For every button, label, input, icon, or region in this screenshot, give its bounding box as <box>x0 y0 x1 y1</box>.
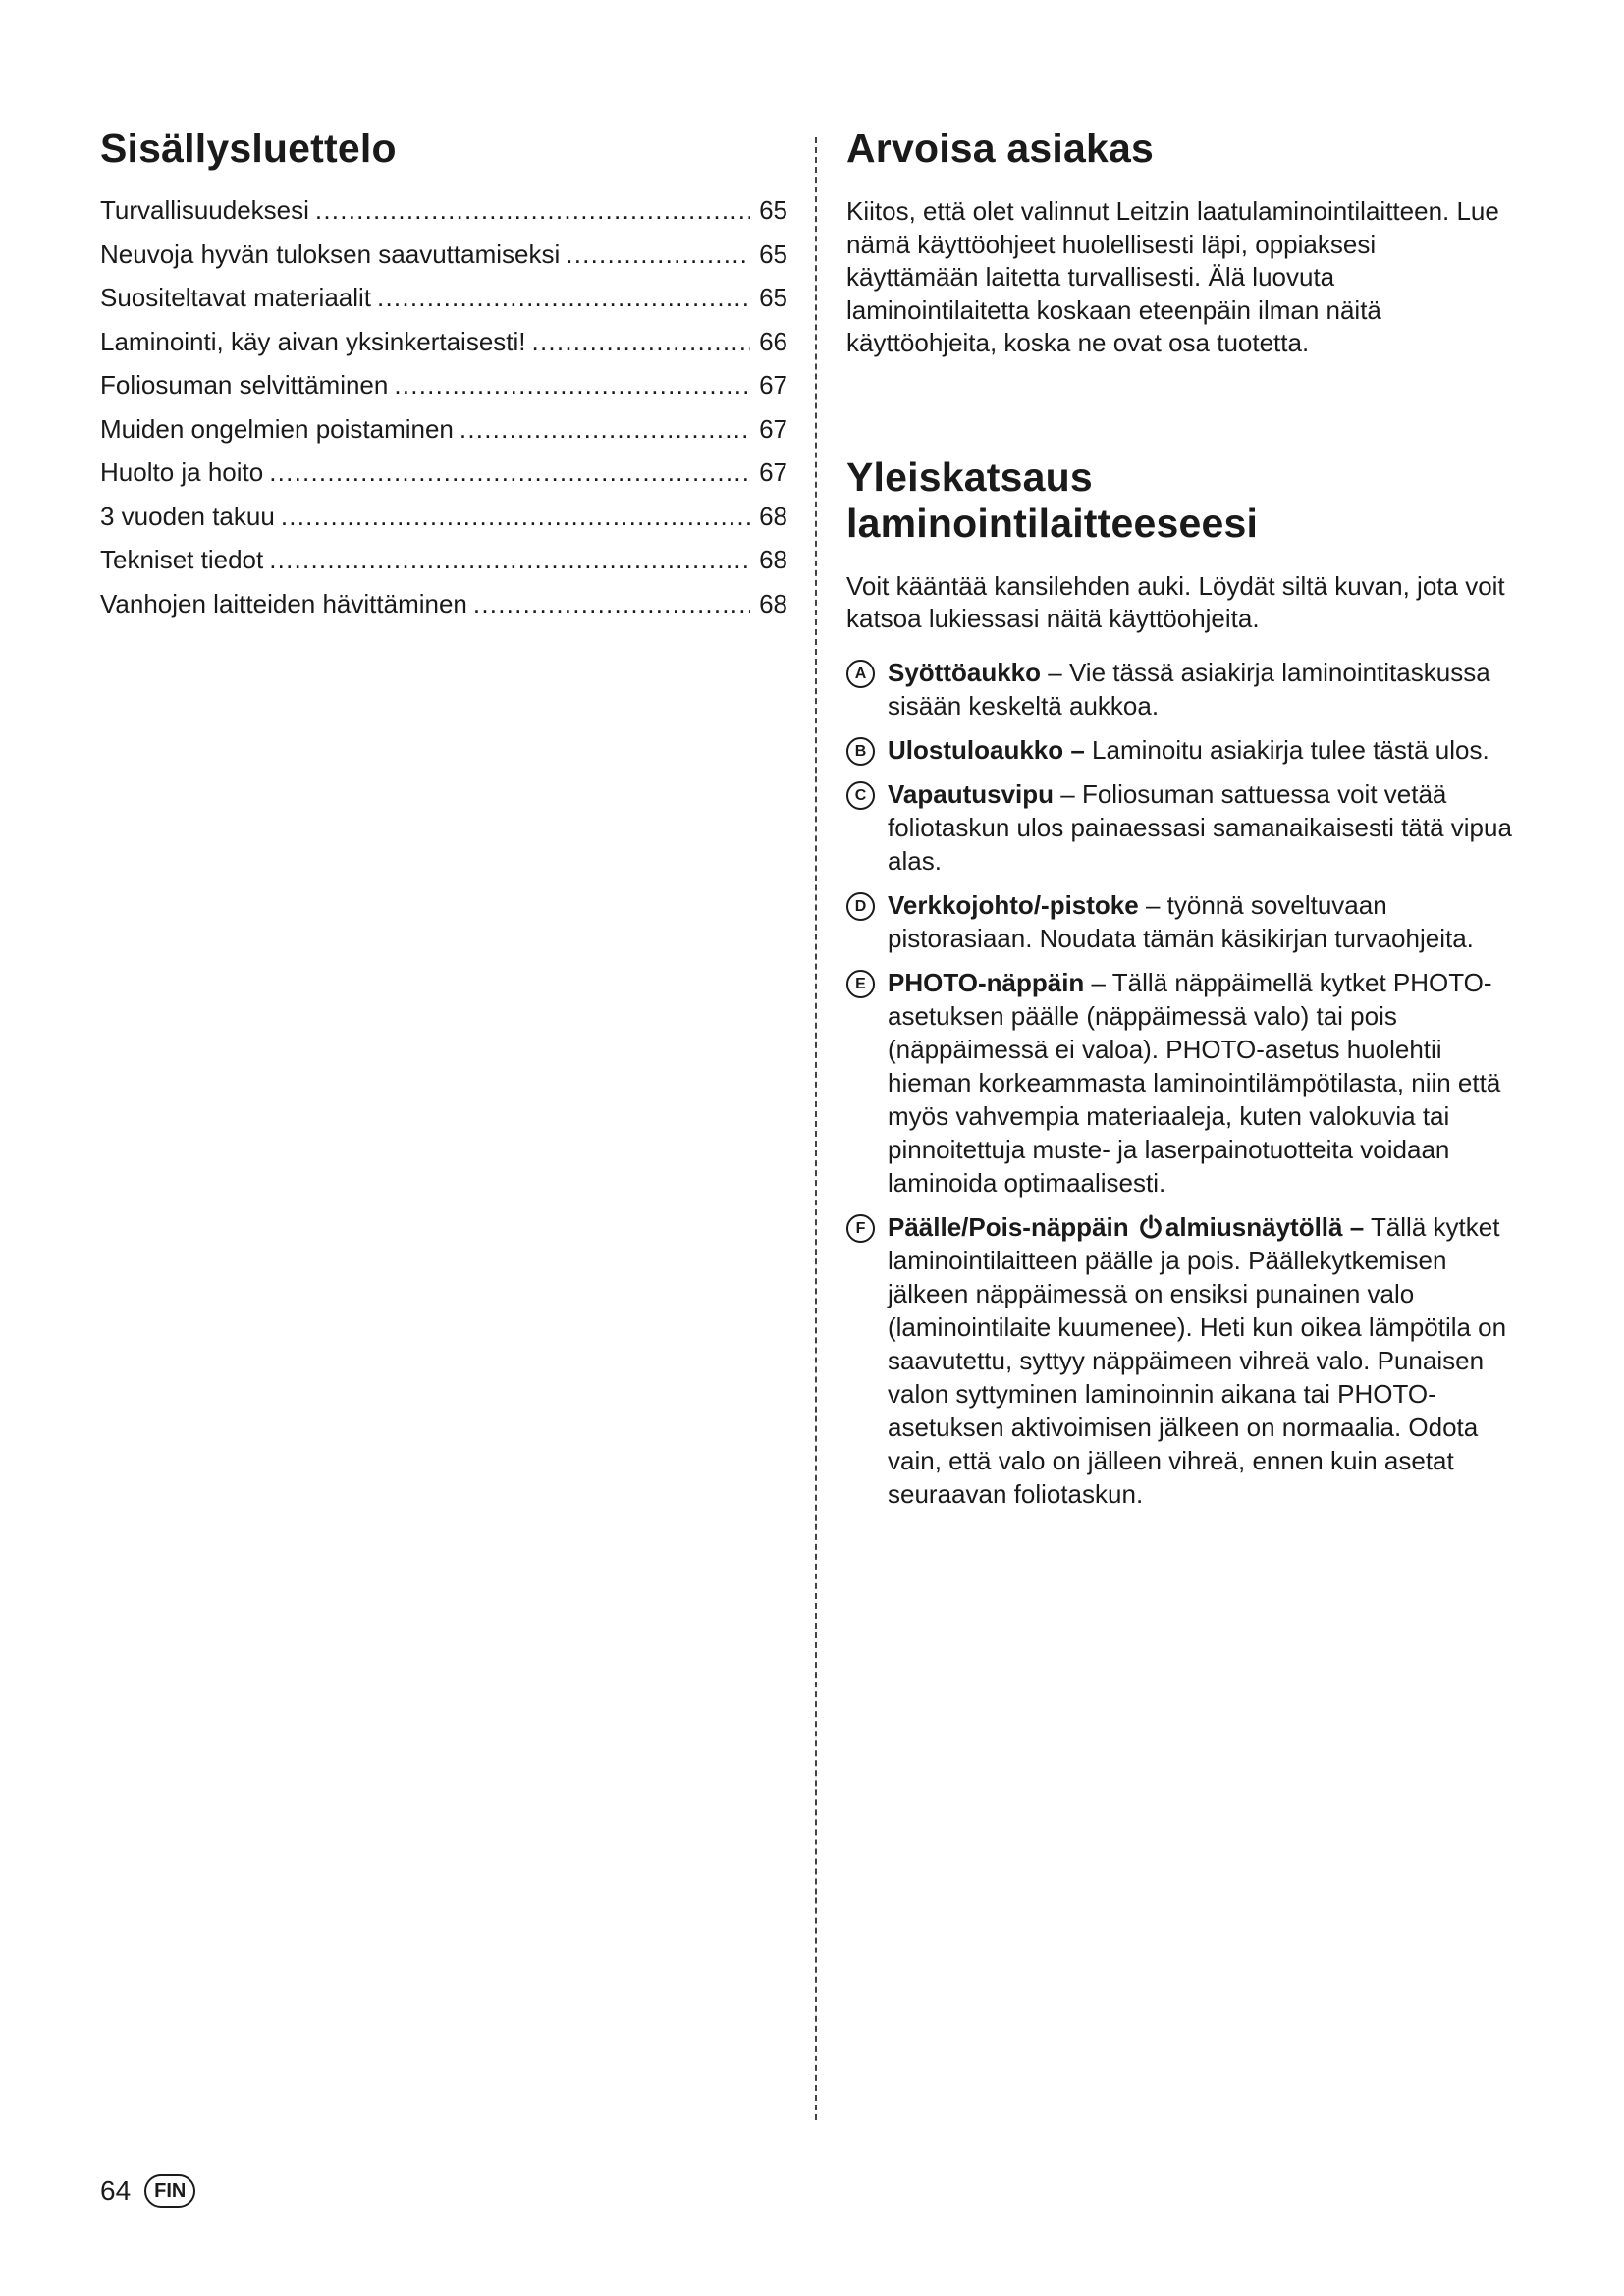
page-number: 64 <box>100 2175 132 2206</box>
page-footer <box>100 2174 195 2208</box>
overview-term: Syöttöaukko <box>888 657 1042 687</box>
overview-list <box>846 656 1514 1511</box>
column-divider <box>815 137 817 2120</box>
overview-desc: – Tällä näppäimellä kytket PHOTO-asetuksen päälle (näppäimessä valo) tai pois (näppäimessä ei valoa). PHOTO-asetus huolehtii hieman korkeammasta laminointilämpötilasta, niin että myös vahvempia materiaaleja, kuten valokuvia tai pinnoitettuja muste- ja laserpainotuotteita voidaan laminoida optimaalisesti. <box>888 967 1501 1198</box>
toc-entry[interactable] <box>100 545 787 589</box>
overview-intro: Voit kääntää kansilehden auki. Löydät siltä kuvan, jota voit katsoa lukiessasi näitä käyttöohjeita. <box>846 570 1505 634</box>
overview-desc: – Vie tässä asiakirja laminointitaskussa sisään keskeltä aukkoa. <box>888 657 1490 721</box>
overview-desc: – työnnä soveltuvaan pistorasiaan. Noudata tämän käsikirjan turvaohjeita. <box>888 889 1474 953</box>
circled-letter-e-icon: E <box>846 970 875 998</box>
overview-term-suffix: almiusnäytöllä – <box>1164 1211 1365 1242</box>
toc-entry-label: Neuvoja hyvän tuloksen saavuttamiseksi <box>100 239 561 269</box>
toc-leader-dots <box>566 240 750 269</box>
toc-entry-page: 65 <box>759 195 787 226</box>
toc-leader-dots <box>473 589 750 618</box>
toc-entry-page: 67 <box>759 457 787 488</box>
toc-entry[interactable] <box>100 370 787 414</box>
overview-title: Yleiskatsaus laminointilaitteeseesi <box>846 454 1259 546</box>
toc-leader-dots <box>269 457 750 487</box>
toc-entry-label: Turvallisuudeksesi <box>100 195 309 226</box>
overview-term: PHOTO-näppäin <box>888 967 1085 997</box>
circled-letter-f-icon: F <box>846 1214 875 1243</box>
toc-leader-dots <box>532 327 750 356</box>
toc-entry[interactable] <box>100 502 787 546</box>
overview-item <box>846 656 1514 722</box>
overview-item <box>846 733 1514 767</box>
overview-term: Päälle/Pois-näppäin <box>888 1211 1129 1242</box>
toc-entry-label: Suositeltavat materiaalit <box>100 283 372 313</box>
toc-leader-dots <box>269 545 750 574</box>
language-badge: FIN <box>144 2174 195 2208</box>
toc-leader-dots <box>315 195 750 225</box>
toc-entry-label: Laminointi, käy aivan yksinkertaisesti! <box>100 326 526 356</box>
toc-leader-dots <box>377 283 750 312</box>
circled-letter-c-icon: C <box>846 781 875 810</box>
overview-term: Vapautusvipu <box>888 778 1055 809</box>
toc-leader-dots <box>394 370 750 400</box>
power-icon <box>1138 1214 1164 1240</box>
overview-desc: – Foliosuman sattuessa voit vetää foliotaskun ulos painaessasi samanaikaisesti tätä vipua alas. <box>888 778 1512 876</box>
toc-entry-label: Huolto ja hoito <box>100 457 264 488</box>
toc-leader-dots <box>281 502 750 531</box>
toc-entry-page: 67 <box>759 413 787 444</box>
circled-letter-d-icon: D <box>846 892 875 921</box>
intro-text: Kiitos, että olet valinnut Leitzin laatulaminointilaitteen. Lue nämä käyttöohjeet huolellisesti läpi, oppiaksesi käyttämään laitetta turvallisesti. Älä luovuta laminointilaitetta koskaan eteenpäin ilman näitä käyttöohjeita, koska ne ovat osa tuotetta. <box>846 196 1499 358</box>
toc-entry-label: Tekniset tiedot <box>100 545 264 575</box>
toc-entry[interactable] <box>100 327 787 371</box>
overview-desc: Tällä kytket laminointilaitteen päälle ja pois. Päällekytkemisen jälkeen näppäimessä on ensiksi punainen valo (laminointilaite kuumenee). Heti kun oikea lämpötila on saavutettu, syttyy näppäimeen vihreä valo. Punaisen valon syttyminen laminoinnin aikana tai PHOTO-asetuksen aktivoimisen jälkeen on normaalia. Odota vain, että valo on jälleen vihreä, ennen kuin asetat seuraavan foliotaskun. <box>888 1211 1507 1509</box>
overview-item <box>846 1210 1514 1511</box>
toc-entry[interactable] <box>100 457 787 502</box>
toc-title: Sisällysluettelo <box>100 126 397 171</box>
circled-letter-a-icon: A <box>846 660 875 688</box>
toc-entry-page: 65 <box>759 283 787 313</box>
table-of-contents <box>100 126 787 632</box>
overview-item <box>846 888 1514 955</box>
toc-entry-label: Vanhojen laitteiden hävittäminen <box>100 588 467 618</box>
toc-entry[interactable] <box>100 414 787 458</box>
overview-term: Ulostuloaukko – <box>888 734 1085 765</box>
section-spacer <box>846 360 1514 454</box>
toc-entry[interactable] <box>100 195 787 240</box>
intro-title: Arvoisa asiakas <box>846 126 1155 171</box>
right-column <box>846 126 1514 1522</box>
overview-item <box>846 777 1514 878</box>
toc-entry-label: Foliosuman selvittäminen <box>100 370 389 400</box>
toc-entry[interactable] <box>100 283 787 327</box>
toc-entry[interactable] <box>100 589 787 633</box>
toc-entry-page: 65 <box>759 239 787 269</box>
overview-item <box>846 966 1514 1200</box>
circled-letter-b-icon: B <box>846 737 875 766</box>
toc-entry[interactable] <box>100 240 787 284</box>
toc-entry-label: 3 vuoden takuu <box>100 501 275 531</box>
toc-entry-page: 68 <box>759 588 787 618</box>
toc-list <box>100 195 787 632</box>
toc-entry-page: 66 <box>759 326 787 356</box>
toc-leader-dots <box>460 414 750 444</box>
toc-entry-page: 67 <box>759 370 787 400</box>
overview-term: Verkkojohto/-pistoke <box>888 889 1139 920</box>
overview-desc: Laminoitu asiakirja tulee tästä ulos. <box>1084 734 1489 765</box>
toc-entry-page: 68 <box>759 545 787 575</box>
toc-entry-page: 68 <box>759 501 787 531</box>
toc-entry-label: Muiden ongelmien poistaminen <box>100 413 454 444</box>
